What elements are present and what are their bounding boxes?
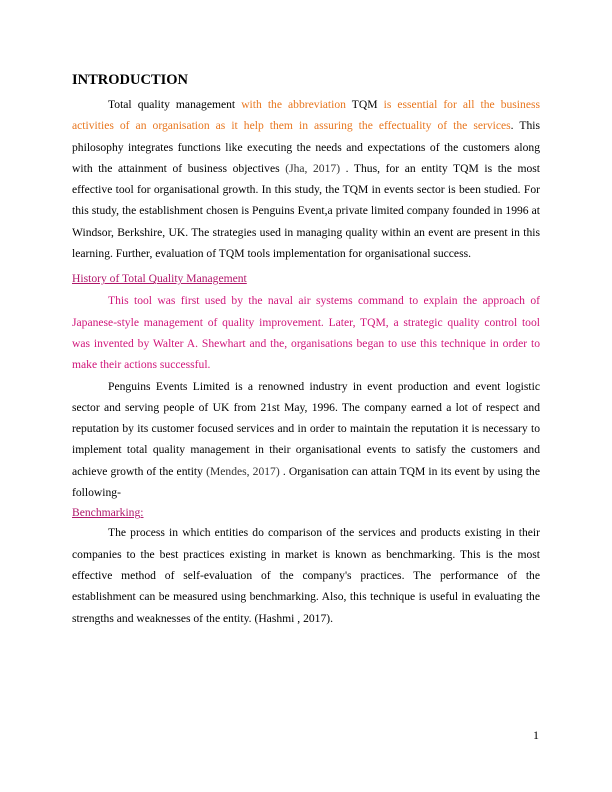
benchmarking-citation: . (Hashmi , 2017)	[248, 611, 331, 625]
page-title: INTRODUCTION	[72, 72, 189, 88]
benchmarking-text-2: .	[330, 611, 334, 625]
intro-text-3: . This philosophy integrates functions like executing the needs and expectations of the customers along with the attainment of business objectives	[72, 119, 540, 175]
intro-citation: (Jha, 2017)	[285, 161, 341, 175]
history-citation: (Mendes, 2017)	[206, 464, 280, 478]
intro-highlight-2: is essential for all the business activities of an organisation as it help them in assuring the effectuality of the services	[72, 98, 540, 133]
intro-highlight-1: with the abbreviation	[241, 98, 346, 111]
document-page	[72, 70, 540, 629]
intro-text-1: Total quality management	[108, 98, 242, 111]
history-paragraph-1: This tool was first used by the naval air systems command to explain the approach of Japanese-style management of quality improvement. Later, TQM, a strategic quality control tool was invented by Walter A. Shewhart and the, organisations began to use this technique in order to make their actions successful.	[72, 294, 540, 372]
history-paragraph-2	[72, 376, 540, 504]
intro-paragraph	[72, 94, 540, 264]
benchmarking-heading: Benchmarking:	[72, 506, 144, 520]
history-text-1: Penguins Events Limited is a renowned industry in event production and event logistic sector and serving people of UK from 21st May, 1996. The company earned a lot of respect and reputation by its customer focused services and in order to maintain the reputation it is necessary to implement total quality management in their organisational events to satisfy the customers and achieve growth of the entity	[72, 379, 540, 478]
page-number: 1	[533, 728, 539, 742]
intro-text-2: TQM	[345, 98, 384, 111]
benchmarking-paragraph	[72, 522, 540, 628]
history-text-2: . Organisation can attain TQM in its event by using the following-	[72, 464, 540, 500]
intro-text-4: . Thus, for an entity TQM is the most effective tool for organisational growth. In this study, the TQM in events sector is been studied. For this study, the establishment chosen is Penguins Event,a private limited company founded in 1996 at Windsor, Berkshire, UK. The strategies used in managing quality within an event are present in this learning. Further, evaluation of TQM tools implementation for organisational success.	[72, 161, 540, 261]
history-heading: History of Total Quality Management	[72, 272, 247, 286]
benchmarking-text-1: The process in which entities do comparison of the services and products existing in their companies to the best practices existing in market is known as benchmarking. This is the most effective method of self-evaluation of the company's practices. The performance of the establishment can be measured using benchmarking. Also, this technique is useful in evaluating the strengths and weaknesses of the entity	[72, 526, 540, 625]
